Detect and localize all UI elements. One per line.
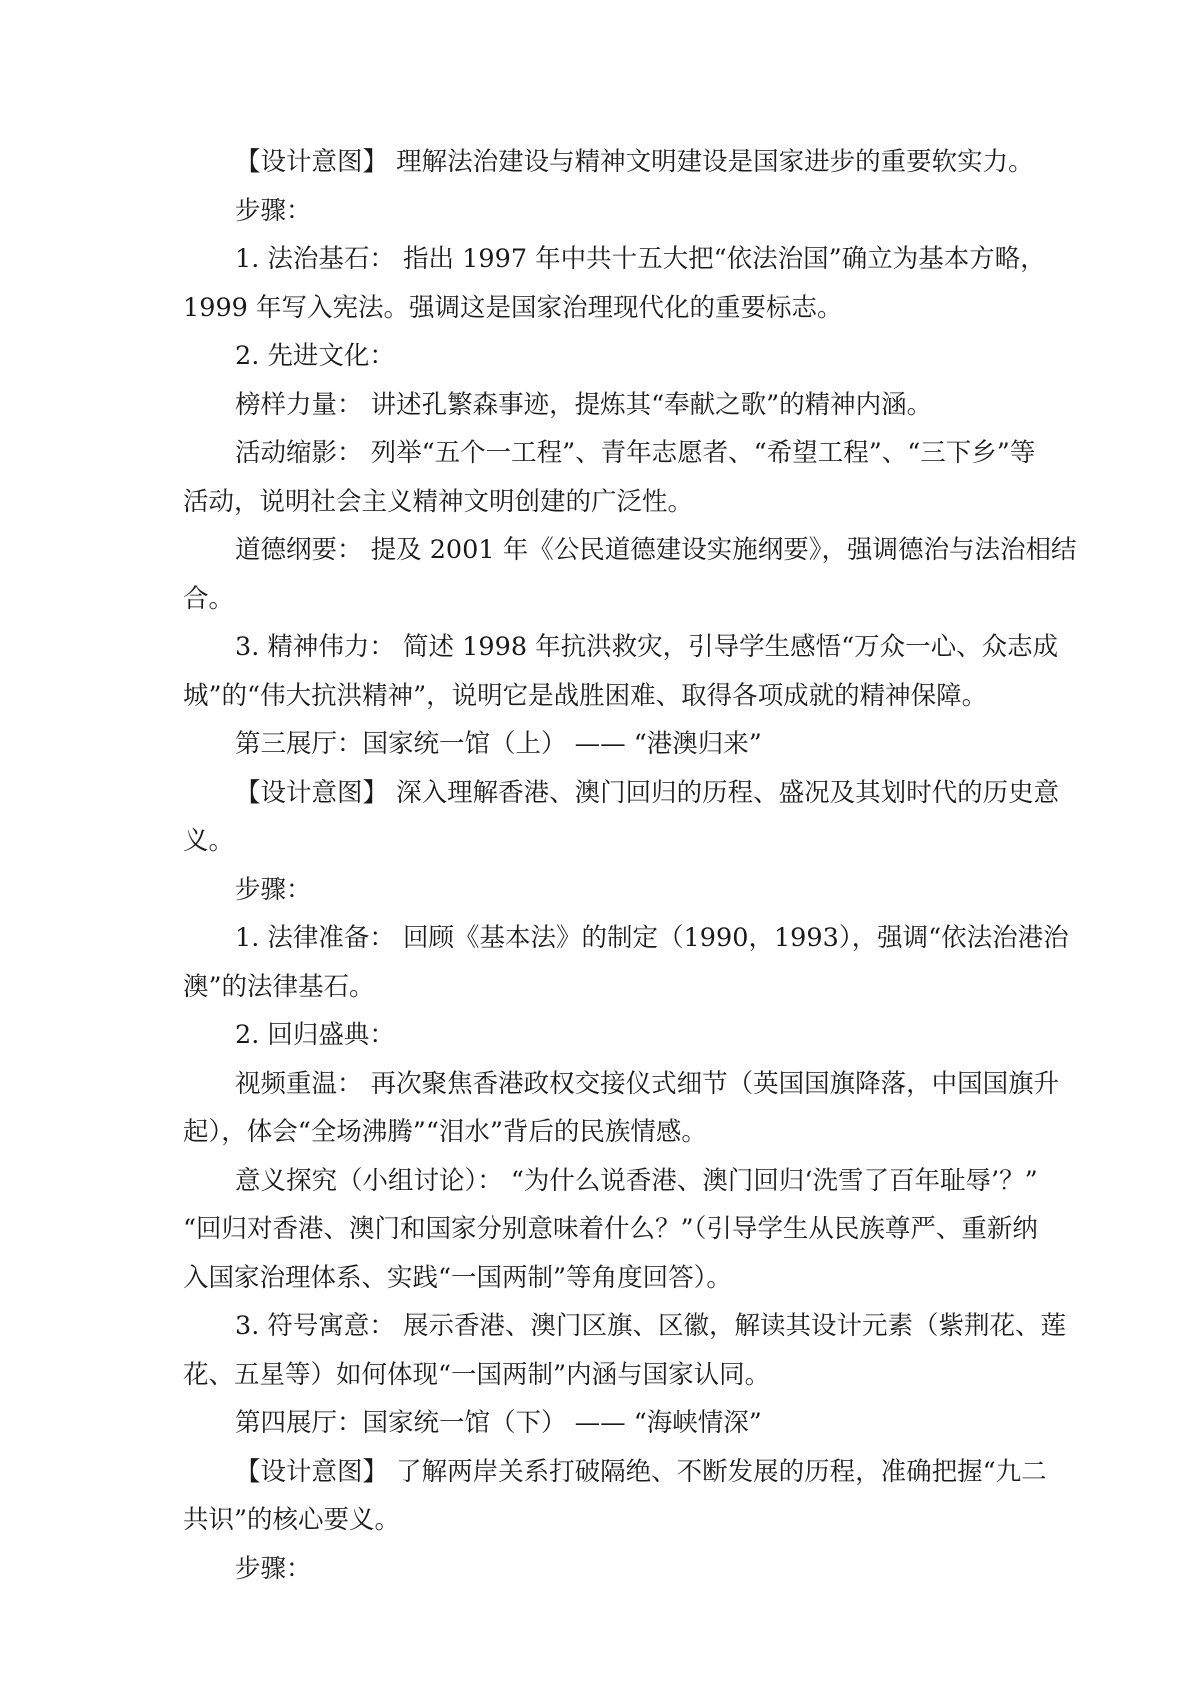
sub-item: 视频重温： 再次聚焦香港政权交接仪式细节（英国国旗降落，中国国旗升: [235, 1068, 1060, 1099]
document-body: [183, 138, 1077, 1593]
steps-heading: 步骤：: [235, 874, 312, 905]
design-intent-continued: 义。: [183, 826, 235, 856]
step-item-continued: 城”的“伟大抗洪精神”，说明它是战胜困难、取得各项成就的精神保障。: [183, 680, 988, 711]
design-intent-paragraph: 【设计意图】 理解法治建设与精神文明建设是国家进步的重要软实力。: [235, 147, 1034, 177]
step-item: 1. 法治基石： 指出 1997 年中共十五大把“依法治国”确立为基本方略，: [235, 244, 1046, 274]
design-intent-continued: 共识”的核心要义。: [183, 1505, 401, 1535]
sub-item: 道德纲要： 提及 2001 年《公民道德建设实施纲要》，强调德治与法治相结: [235, 535, 1077, 565]
design-intent-paragraph: 【设计意图】 深入理解香港、澳门回归的历程、盛况及其划时代的历史意: [235, 777, 1060, 808]
steps-heading: 步骤：: [235, 1553, 312, 1584]
step-item: 3. 精神伟力： 简述 1998 年抗洪救灾，引导学生感悟“万众一心、众志成: [235, 632, 1059, 662]
sub-item: 榜样力量： 讲述孔繁森事迹，提炼其“奉献之歌”的精神内涵。: [235, 389, 933, 420]
step-item: 2. 回归盛典：: [235, 1020, 395, 1050]
sub-item: 意义探究（小组讨论）： “为什么说香港、澳门回归‘洗雪了百年耻辱’？”: [235, 1165, 1038, 1196]
step-item-continued: 花、五星等）如何体现“一国两制”内涵与国家认同。: [183, 1359, 771, 1390]
sub-item-continued: 活动，说明社会主义精神文明创建的广泛性。: [183, 486, 694, 517]
step-item-continued: 澳”的法律基石。: [183, 971, 375, 1002]
step-item: 3. 符号寓意： 展示香港、澳门区旗、区徽，解读其设计元素（紫荆花、莲: [235, 1311, 1067, 1341]
hall-heading: 第三展厅：国家统一馆（上） —— “港澳归来”: [235, 729, 762, 759]
step-item-continued: 1999 年写入宪法。强调这是国家治理现代化的重要标志。: [183, 292, 843, 323]
hall-heading: 第四展厅：国家统一馆（下） —— “海峡情深”: [235, 1408, 762, 1438]
sub-item-continued: 合。: [183, 583, 235, 614]
sub-item-continued: 入国家治理体系、实践“一国两制”等角度回答）。: [183, 1262, 732, 1293]
design-intent-paragraph: 【设计意图】 了解两岸关系打破隔绝、不断发展的历程，准确把握“九二: [235, 1456, 1047, 1487]
step-item: 2. 先进文化：: [235, 341, 395, 371]
sub-item-continued: 起），体会“全场沸腾”“泪水”背后的民族情感。: [183, 1117, 707, 1147]
sub-item-continued: “回归对香港、澳门和国家分别意味着什么？”（引导学生从民族尊严、重新纳: [183, 1214, 1038, 1244]
steps-heading: 步骤：: [235, 195, 312, 226]
step-item: 1. 法律准备： 回顾《基本法》的制定（1990，1993），强调“依法治港治: [235, 923, 1069, 953]
sub-item: 活动缩影： 列举“五个一工程”、青年志愿者、“希望工程”、“三下乡”等: [235, 438, 1036, 468]
